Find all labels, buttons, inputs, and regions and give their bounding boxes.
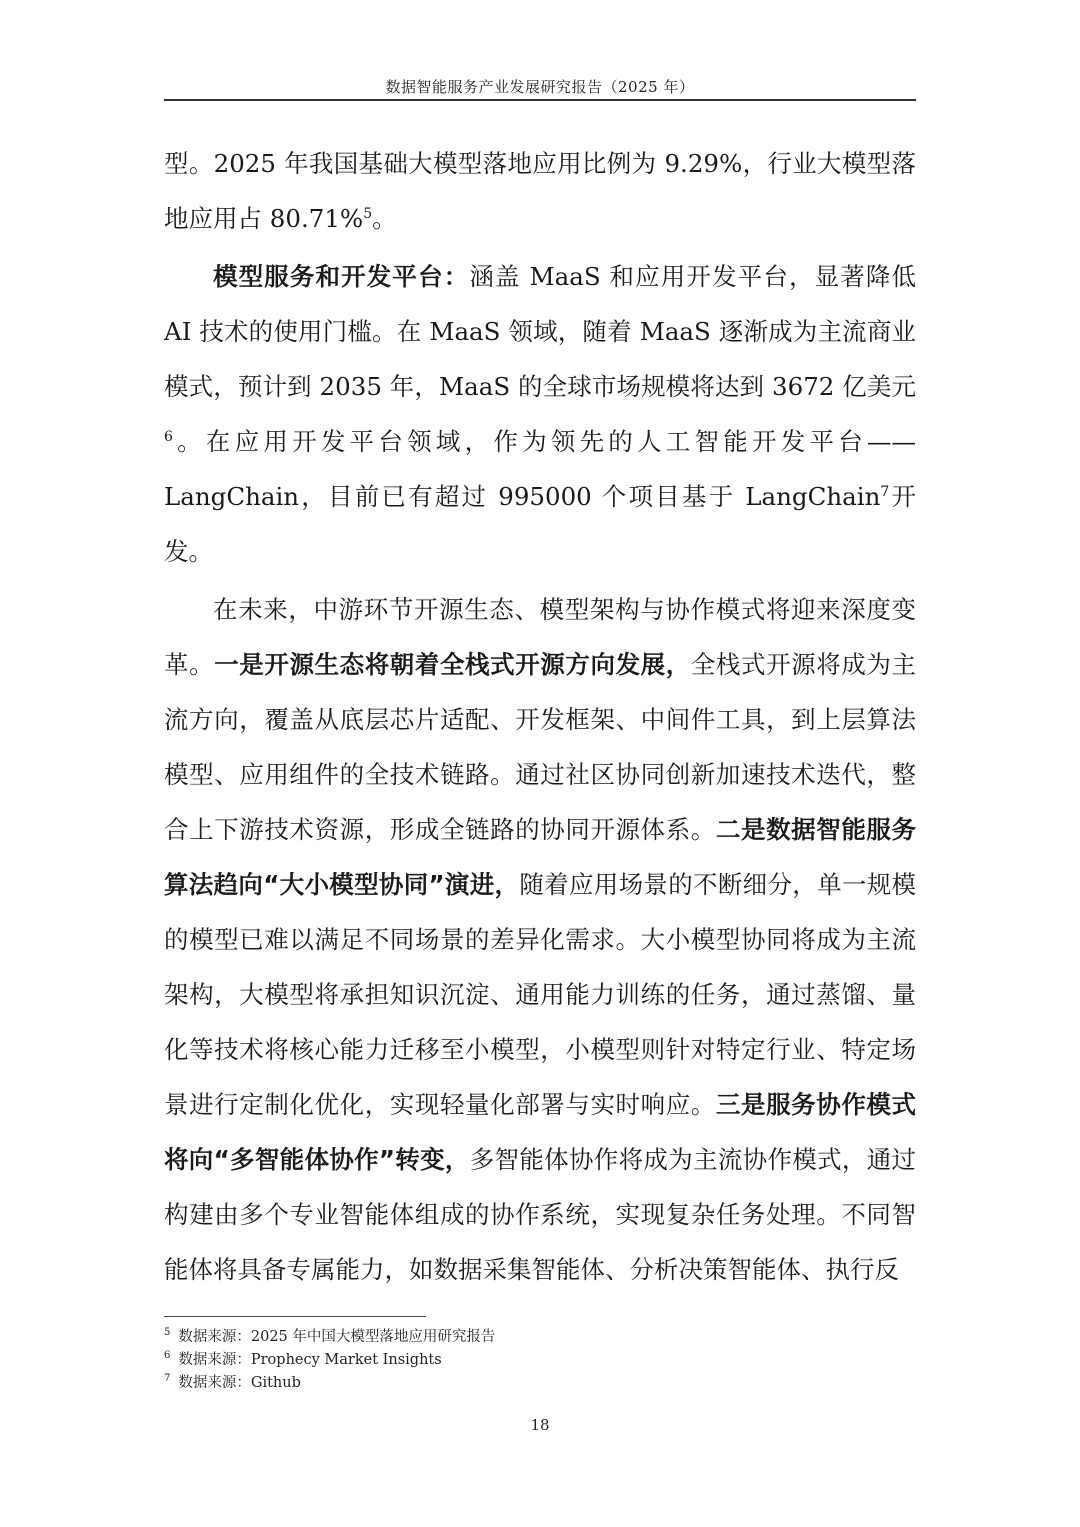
footnote-number: 7 <box>164 1373 171 1385</box>
paragraph-3-text-3: 随着应用场景的不断细分，单一规模的模型已难以满足不同场景的差异化需求。大小模型协同将成为主流架构，大模型将承担知识沉淀、通用能力训练的任务，通过蒸馏、量化等技术将核心能力迁移至小模型，小模型则针对特定行业、特定场景进行定制化优化，实现轻量化部署与实时响应。 <box>164 870 917 1119</box>
footnote-text: 数据来源：Github <box>178 1375 301 1391</box>
running-header: 数据智能服务产业发展研究报告（2025 年） <box>385 78 695 96</box>
paragraph-3-point-1: 一是开源生态将朝着全栈式开源方向发展， <box>214 650 691 679</box>
paragraph-1-text-end: 。 <box>372 204 397 233</box>
paragraph-2-heading: 模型服务和开发平台： <box>213 262 470 291</box>
footnote-text: 数据来源：Prophecy Market Insights <box>178 1352 442 1368</box>
footnote-ref-6: 6 <box>164 428 173 445</box>
paragraph-2 <box>164 249 916 579</box>
header-rule <box>164 99 916 101</box>
paragraph-3-text: 在未来，中游环节开源生态、模型架构与协作模式将迎来深度变革。 <box>164 595 916 679</box>
paragraph-2-text: 涵盖 MaaS 和应用开发平台，显著降低 AI 技术的使用门槛。在 MaaS 领域，随着 MaaS 逐渐成为主流商业模式，预计到 2035 年，MaaS 的全球市场规模将达到 3672 亿美元 <box>164 262 916 401</box>
footnote-text: 数据来源：2025 年中国大模型落地应用研究报告 <box>178 1329 496 1345</box>
paragraph-3-text-2: 全栈式开源将成为主流方向，覆盖从底层芯片适配、开发框架、中间件工具，到上层算法模型、应用组件的全技术链路。通过社区协同创新加速技术迭代，整合上下游技术资源，形成全链路的协同开源体系。 <box>164 650 917 844</box>
body-text <box>164 136 916 1297</box>
footnote-number: 6 <box>164 1350 171 1362</box>
footnote-ref-7: 7 <box>880 483 890 500</box>
paragraph-2-text-2: 。在应用开发平台领域，作为领先的人工智能开发平台——LangChain，目前已有超过 995000 个项目基于 LangChain <box>164 427 916 511</box>
footnote-7 <box>164 1372 916 1395</box>
footnote-ref-5: 5 <box>363 205 373 222</box>
paragraph-3-point-2: 二是数据智能服务算法趋向“大小模型协同”演进， <box>164 815 917 899</box>
paragraph-1 <box>164 136 916 246</box>
page-number: 18 <box>530 1416 550 1434</box>
paragraph-3-text-4: 多智能体协作将成为主流协作模式，通过构建由多个专业智能体组成的协作系统，实现复杂任务处理。不同智能体将具备专属能力，如数据采集智能体、分析决策智能体、执行反 <box>164 1145 917 1284</box>
footnote-number: 5 <box>164 1327 171 1339</box>
paragraph-3-point-3: 三是服务协作模式将向“多智能体协作”转变， <box>164 1090 917 1174</box>
footnotes <box>164 1326 916 1395</box>
paragraph-3 <box>164 582 916 1297</box>
paragraph-1-text: 型。2025 年我国基础大模型落地应用比例为 9.29%，行业大模型落地应用占 80.71% <box>164 149 916 233</box>
paragraph-2-text-3: 开发。 <box>164 482 917 566</box>
footnote-5 <box>164 1326 916 1349</box>
footnote-rule <box>164 1316 426 1317</box>
footnote-6 <box>164 1349 916 1372</box>
